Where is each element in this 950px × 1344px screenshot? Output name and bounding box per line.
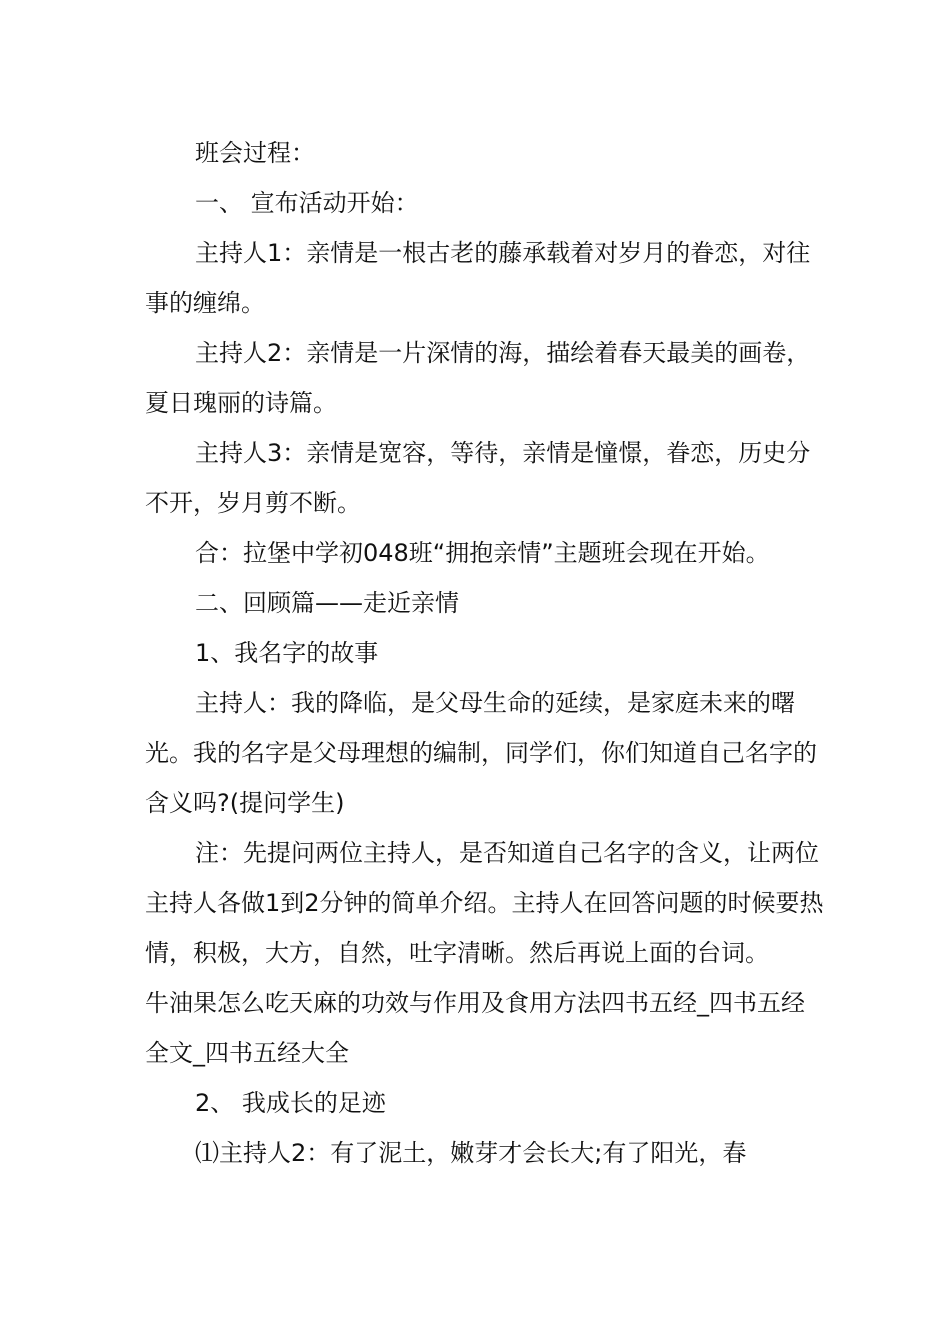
host2-line: 主持人2：亲情是一片深情的海，描绘着春天最美的画卷，夏日瑰丽的诗篇。 bbox=[145, 339, 811, 417]
subheading-growth: 2、 我成长的足迹 bbox=[195, 1089, 386, 1117]
subheading-name-story: 1、我名字的故事 bbox=[195, 639, 379, 667]
host1-line: 主持人1：亲情是一根古老的藤承载着对岁月的眷恋，对往事的缠绵。 bbox=[145, 239, 811, 317]
host-name-story-line: 主持人：我的降临，是父母生命的延续，是家庭未来的曙光。我的名字是父母理想的编制，同学们，你们知道自己名字的含义吗?(提问学生) bbox=[145, 689, 817, 817]
document-page bbox=[145, 128, 825, 1178]
inserted-link-text: 牛油果怎么吃天麻的功效与作用及食用方法四书五经_四书五经全文_四书五经大全 bbox=[145, 989, 805, 1067]
host3-line: 主持人3：亲情是宽容，等待，亲情是憧憬，眷恋，历史分不开，岁月剪不断。 bbox=[145, 439, 811, 517]
section-heading-start: 一、 宣布活动开始： bbox=[195, 189, 419, 217]
section-heading-review: 二、回顾篇——走近亲情 bbox=[195, 589, 459, 617]
note-paragraph: 注：先提问两位主持人，是否知道自己名字的含义，让两位主持人各做1到2分钟的简单介绍。主持人在回答问题的时候要热情，积极，大方，自然，吐字清晰。然后再说上面的台词。 bbox=[145, 839, 824, 967]
section-heading-process: 班会过程： bbox=[195, 139, 315, 167]
host2-growth-line: ⑴主持人2：有了泥土，嫩芽才会长大;有了阳光，春 bbox=[195, 1139, 747, 1167]
together-line: 合：拉堡中学初048班“拥抱亲情”主题班会现在开始。 bbox=[195, 539, 770, 567]
